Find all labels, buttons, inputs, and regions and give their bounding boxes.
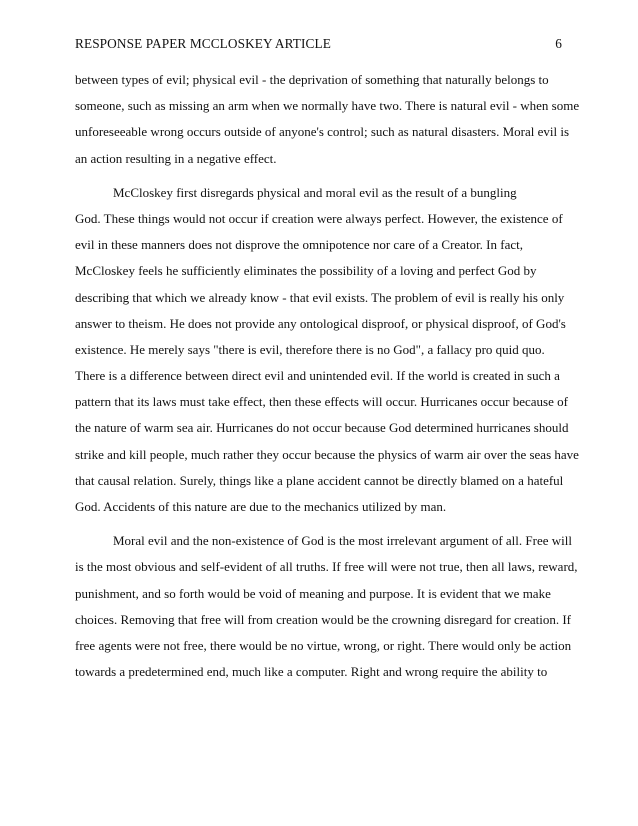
text-line: McCloskey feels he sufficiently eliminates the possibility of a loving and perfect God by bbox=[75, 263, 537, 279]
paragraph-3 bbox=[75, 531, 578, 688]
text-line: There is a difference between direct evil and unintended evil. If the world is created in such a bbox=[75, 368, 560, 384]
text-line: existence. He merely says "there is evil, therefore there is no God", a fallacy pro quid quo. bbox=[75, 341, 545, 357]
text-line: an action resulting in a negative effect. bbox=[75, 150, 277, 166]
running-header bbox=[75, 36, 562, 56]
text-line: is the most obvious and self-evident of all truths. If free will were not true, then all laws, reward, bbox=[75, 559, 578, 575]
paragraph-1 bbox=[75, 70, 580, 175]
text-line: answer to theism. He does not provide any ontological disproof, or physical disproof, of God's bbox=[75, 315, 566, 331]
text-line: McCloskey first disregards physical and moral evil as the result of a bungling bbox=[113, 184, 517, 200]
text-line: God. Accidents of this nature are due to the mechanics utilized by man. bbox=[75, 499, 447, 514]
document-body bbox=[75, 70, 580, 688]
text-line: free agents were not free, there would be no virtue, wrong, or right. There would only be action bbox=[75, 637, 572, 653]
text-line: the nature of warm sea air. Hurricanes do not occur because God determined hurricanes should bbox=[75, 420, 569, 436]
text-line: evil in these manners does not disprove the omnipotence nor care of a Creator. In fact, bbox=[75, 237, 523, 253]
text-line: choices. Removing that free will from creation would be the crowning disregard for creation. If bbox=[75, 611, 571, 627]
text-line: describing that which we already know - that evil exists. The problem of evil is really his only bbox=[75, 289, 565, 305]
text-line: unforeseeable wrong occurs outside of anyone's control; such as natural disasters. Moral evil is bbox=[75, 124, 570, 140]
text-line: strike and kill people, much rather they occur because the physics of warm air over the seas have bbox=[75, 446, 579, 462]
text-line: someone, such as missing an arm when we normally have two. There is natural evil - when some bbox=[75, 98, 580, 114]
text-line: God. These things would not occur if creation were always perfect. However, the existence of bbox=[75, 210, 563, 226]
text-line: pattern that its laws must take effect, then these effects will occur. Hurricanes occur because of bbox=[75, 394, 568, 410]
paragraph-2 bbox=[75, 183, 579, 523]
text-line: towards a predetermined end, much like a computer. Right and wrong require the ability to bbox=[75, 664, 548, 680]
text-line: between types of evil; physical evil - the deprivation of something that naturally belongs to bbox=[75, 72, 549, 87]
page-number: 6 bbox=[555, 36, 562, 51]
header-title: RESPONSE PAPER MCCLOSKEY ARTICLE bbox=[75, 36, 331, 51]
text-line: that causal relation. Surely, things like a plane accident cannot be directly blamed on a hateful bbox=[75, 472, 564, 488]
text-line: Moral evil and the non-existence of God is the most irrelevant argument of all. Free will bbox=[113, 533, 572, 549]
text-line: punishment, and so forth would be void of meaning and purpose. It is evident that we make bbox=[75, 585, 551, 601]
